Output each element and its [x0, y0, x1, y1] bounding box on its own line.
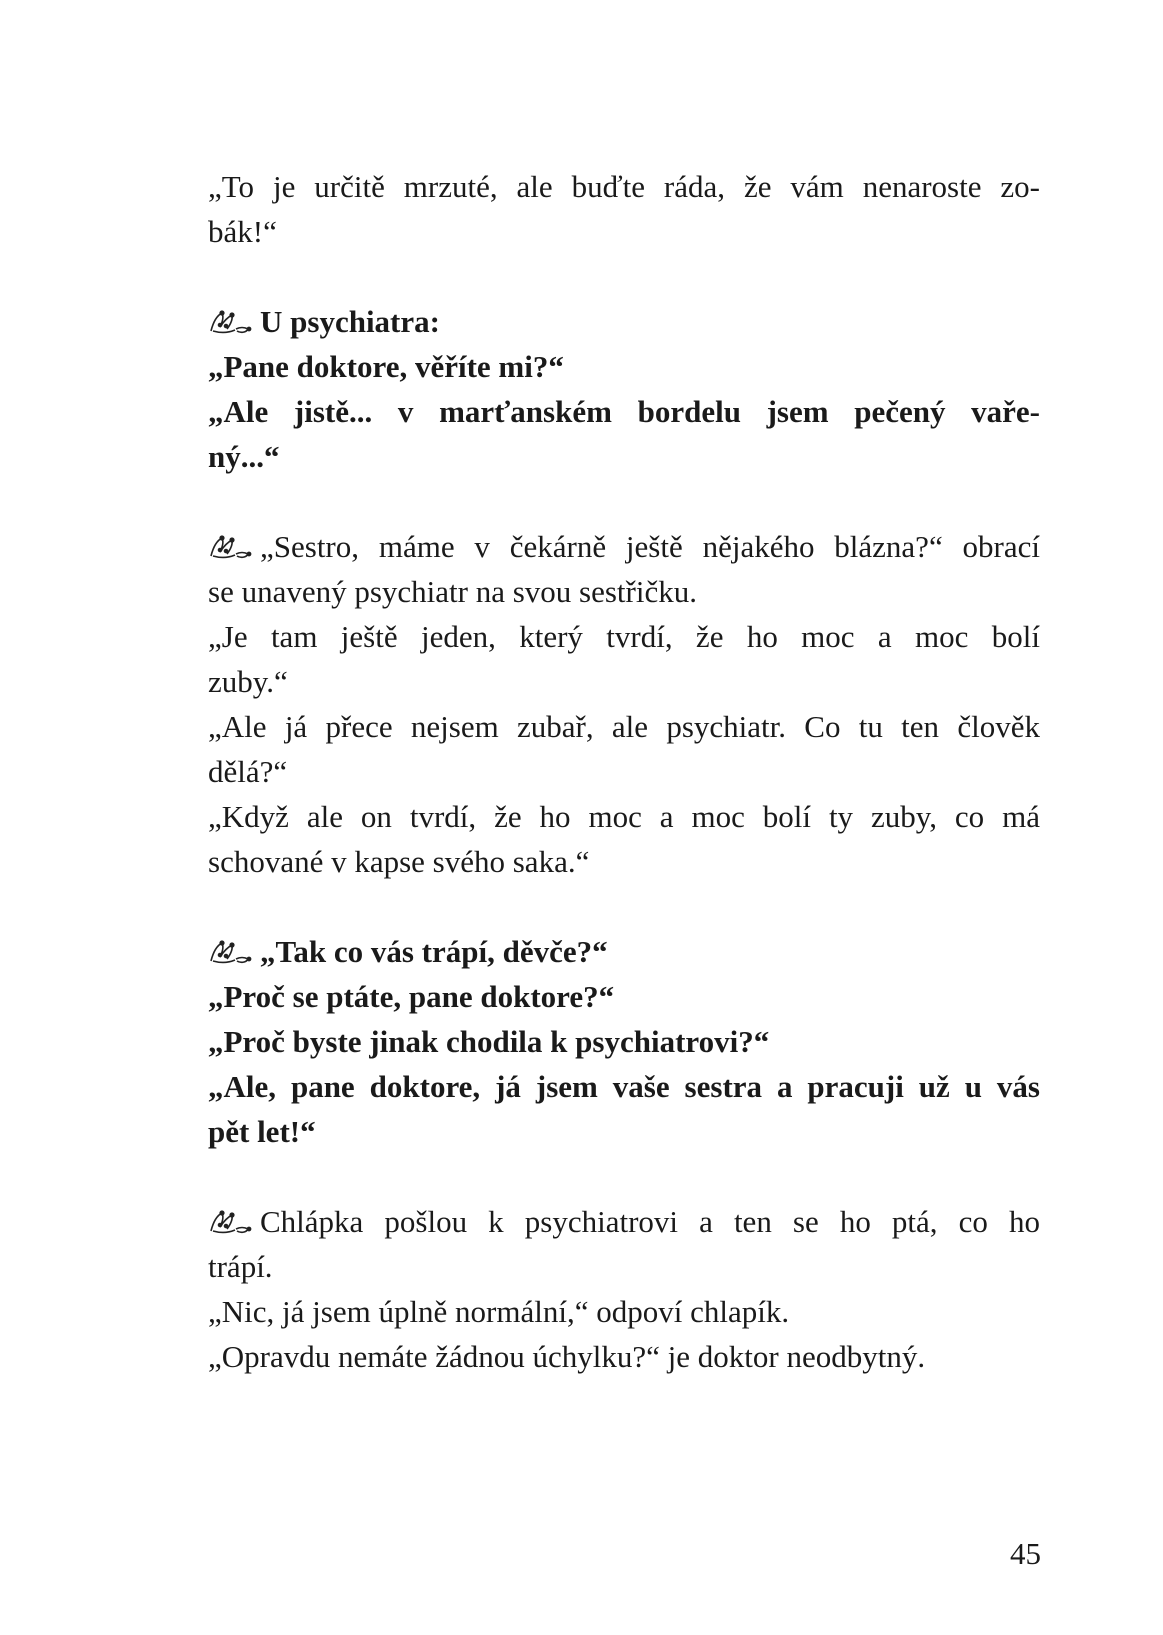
text-line: dělá?“ — [208, 754, 288, 789]
page-number: 45 — [1010, 1536, 1041, 1571]
joke-start: „Sestro, máme v čekárně ještě nějakého blázna?“ obrací — [208, 524, 1040, 569]
paragraph-gap — [208, 1154, 1040, 1199]
text-line: ný...“ — [208, 439, 280, 474]
text-line: „Pane doktore, věříte mi?“ — [208, 349, 564, 384]
joke-start: Chlápka pošlou k psychiatrovi a ten se ho ptá, co ho — [208, 1199, 1040, 1244]
text-line: „Když ale on tvrdí, že ho moc a moc bolí ty zuby, co má — [208, 799, 1040, 834]
text-line: „Nic, já jsem úplně normální,“ odpoví chlapík. — [208, 1294, 790, 1329]
text-line: trápí. — [208, 1249, 273, 1284]
paragraph-gap — [208, 254, 1040, 299]
text-line: „Ale, pane doktore, já jsem vaše sestra a pracuji už u vás — [208, 1069, 1040, 1104]
text-line: pět let!“ — [208, 1114, 316, 1149]
text-line: „Proč byste jinak chodila k psychiatrovi?“ — [208, 1024, 770, 1059]
jester-ornament-icon — [208, 1209, 252, 1235]
paragraph-gap — [208, 479, 1040, 524]
jester-ornament-icon — [208, 939, 252, 965]
text-line: „Ale jistě... v marťanském bordelu jsem pečený vaře- — [208, 394, 1040, 429]
text-line: „Ale já přece nejsem zubař, ale psychiatr. Co tu ten člověk — [208, 709, 1040, 744]
paragraph-gap — [208, 884, 1040, 929]
jester-ornament-icon — [208, 309, 252, 335]
joke-heading: U psychiatra: — [208, 299, 1040, 344]
joke-start: „Tak co vás trápí, děvče?“ — [208, 929, 1040, 974]
text-line: schované v kapse svého saka.“ — [208, 844, 590, 879]
jester-ornament-icon — [208, 534, 252, 560]
text-line: zuby.“ — [208, 664, 288, 699]
text-line: „Opravdu nemáte žádnou úchylku?“ je doktor neodbytný. — [208, 1339, 926, 1374]
text-line: „To je určitě mrzuté, ale buďte ráda, že vám nenaroste zo- — [208, 169, 1040, 204]
text-line: bák!“ — [208, 214, 277, 249]
document-page — [208, 164, 1040, 1379]
text-line: se unavený psychiatr na svou sestřičku. — [208, 574, 697, 609]
text-line: „Proč se ptáte, pane doktore?“ — [208, 979, 615, 1014]
text-line: „Je tam ještě jeden, který tvrdí, že ho moc a moc bolí — [208, 619, 1040, 654]
